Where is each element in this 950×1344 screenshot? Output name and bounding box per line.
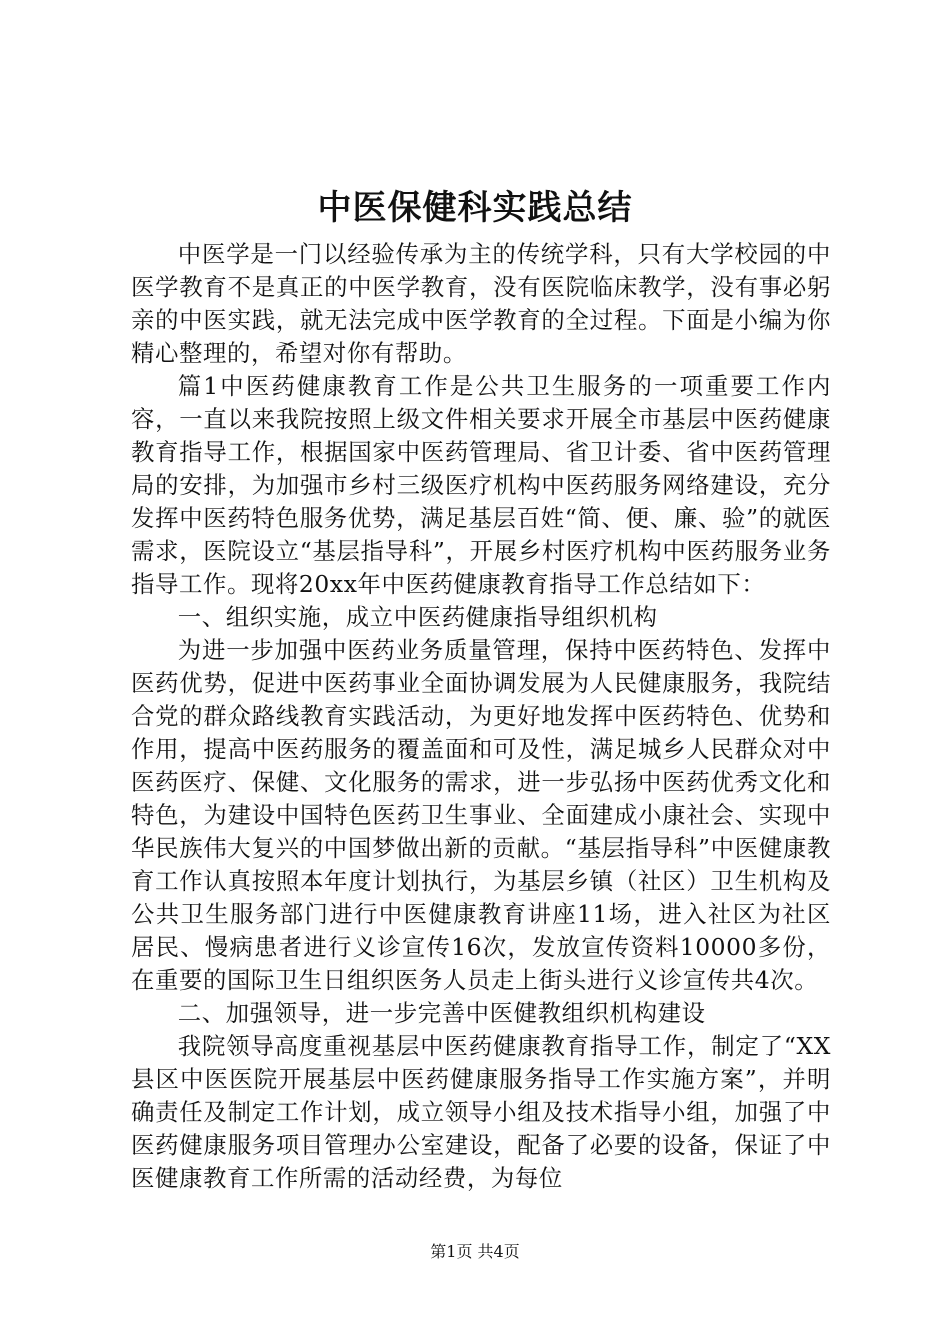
intro-paragraph: 中医学是一门以经验传承为主的传统学科，只有大学校园的中医学教育不是真正的中医学教育，没有医院临床教学，没有事必躬亲的中医实践，就无法完成中医学教育的全过程。下面是小编为你精心整理的，希望对你有帮助。 xyxy=(131,240,831,367)
section-1-paragraph: 为进一步加强中医药业务质量管理，保持中医药特色、发挥中医药优势，促进中医药事业全面协调发展为人民健康服务，我院结合党的群众路线教育实践活动，为更好地发挥中医药特色、优势和作用，提高中医药服务的覆盖面和可及性，满足城乡人民群众对中医药医疗、保健、文化服务的需求，进一步弘扬中医药优秀文化和特色，为建设中国特色医药卫生事业、全面建成小康社会、实现中华民族伟大复兴的中国梦做出新的贡献。“基层指导科”中医健康教育工作认真按照本年度计划执行，为基层乡镇（社区）卫生机构及公共卫生服务部门进行中医健康教育讲座11场，进入社区为社区居民、慢病患者进行义诊宣传16次，发放宣传资料10000多份，在重要的国际卫生日组织医务人员走上街头进行义诊宣传共4次。 xyxy=(131,636,831,994)
section-2-paragraph: 我院领导高度重视基层中医药健康教育指导工作，制定了“XX县区中医医院开展基层中医药健康服务指导工作实施方案”，并明确责任及制定工作计划，成立领导小组及技术指导小组，加强了中医药健康服务项目管理办公室建设，配备了必要的设备，保证了中医健康教育工作所需的活动经费，为每位 xyxy=(131,1032,831,1192)
section-1-heading: 一、组织实施，成立中医药健康指导组织机构 xyxy=(177,603,658,631)
document-body xyxy=(131,238,831,1195)
document-title: 中医保健科实践总结 xyxy=(317,188,633,228)
section-2-heading: 二、加强领导，进一步完善中医健教组织机构建设 xyxy=(177,999,706,1027)
chapter-1-paragraph: 篇1中医药健康教育工作是公共卫生服务的一项重要工作内容，一直以来我院按照上级文件相关要求开展全市基层中医药健康教育指导工作，根据国家中医药管理局、省卫计委、省中医药管理局的安排，为加强市乡村三级医疗机构中医药服务网络建设，充分发挥中医药特色服务优势，满足基层百姓“简、便、廉、验”的就医需求，医院设立“基层指导科”，开展乡村医疗机构中医药服务业务指导工作。现将20xx年中医药健康教育指导工作总结如下： xyxy=(131,372,831,598)
page-number-footer: 第1页 共4页 xyxy=(430,1242,520,1261)
